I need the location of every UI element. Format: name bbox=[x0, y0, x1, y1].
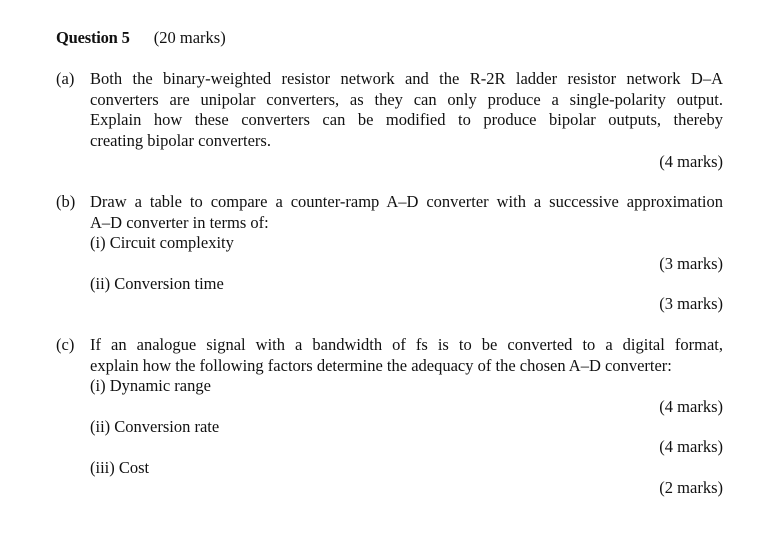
part-a-text bbox=[90, 69, 723, 151]
part-b-item-1: (i) Circuit complexity bbox=[90, 233, 234, 252]
part-c-text bbox=[90, 335, 723, 376]
question-number: Question 5 bbox=[56, 28, 130, 47]
part-c-item-3-marks: (2 marks) bbox=[659, 478, 723, 497]
part-b-line-1: Draw a table to compare a counter-ramp A–D converter with a successive approximation bbox=[90, 192, 723, 211]
part-a-line-2: converters are unipolar converters, as they can only produce a single-polarity output. bbox=[90, 89, 723, 109]
question-heading bbox=[56, 28, 226, 49]
part-c-line-1: If an analogue signal with a bandwidth of fs is to be converted to a digital format, bbox=[90, 335, 723, 354]
part-a-line-3: Explain how these converters can be modified to produce bipolar outputs, thereby bbox=[90, 110, 723, 129]
part-b-item-2-marks: (3 marks) bbox=[659, 294, 723, 313]
part-c-line-2: explain how the following factors determine the adequacy of the chosen A–D converter: bbox=[90, 355, 672, 375]
part-b-text bbox=[90, 192, 723, 233]
part-b-line-2: A–D converter in terms of: bbox=[90, 212, 269, 232]
part-c-item-1-marks: (4 marks) bbox=[659, 397, 723, 416]
part-c-item-3: (iii) Cost bbox=[90, 458, 150, 477]
part-c-label: (c) bbox=[56, 335, 75, 354]
part-c-item-2: (ii) Conversion rate bbox=[90, 417, 220, 436]
part-a-label: (a) bbox=[56, 69, 75, 88]
question-total-marks: (20 marks) bbox=[153, 28, 226, 47]
part-c-item-1: (i) Dynamic range bbox=[90, 376, 211, 395]
part-c-item-2-marks: (4 marks) bbox=[659, 437, 723, 456]
part-b-item-1-marks: (3 marks) bbox=[659, 254, 723, 273]
part-a-marks: (4 marks) bbox=[659, 152, 723, 171]
part-b-item-2: (ii) Conversion time bbox=[90, 274, 224, 293]
part-a-line-1: Both the binary-weighted resistor network and the R-2R ladder resistor network D–A bbox=[90, 69, 723, 88]
part-a-line-4: creating bipolar converters. bbox=[90, 130, 271, 150]
part-b-label: (b) bbox=[56, 192, 76, 211]
